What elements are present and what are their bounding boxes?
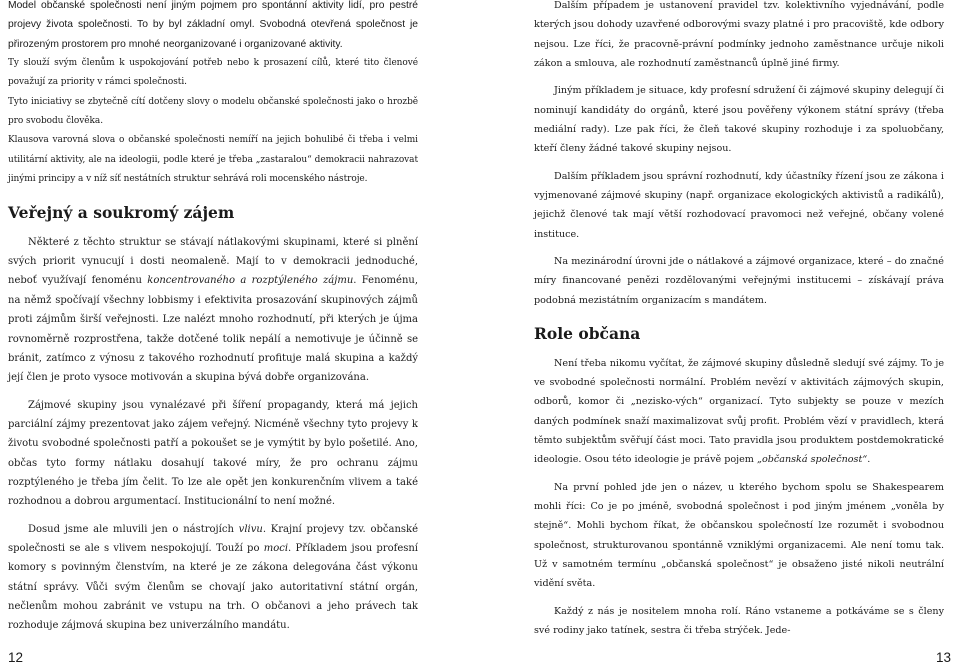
section-heading-verejny-zajem: Veřejný a soukromý zájem bbox=[8, 203, 235, 223]
body-paragraph bbox=[8, 233, 418, 388]
page-number-left: 12 bbox=[8, 650, 24, 665]
page-number-right: 13 bbox=[935, 650, 951, 665]
body-paragraph bbox=[534, 354, 944, 470]
body-paragraph: Dalším případem je ustanovení pravidel tzv. kolektivního vyjednávání, podle kterých jsou dohody uzavřené odborovými svazy platné i pro pracoviště, kde odbory nejsou. Lze říci, že pracovně-právní podmínky jednoho zaměstnance určuje nikoli zákon a smlouva, ale rozhodnutí zaměstnanců úplně jiné firmy. bbox=[534, 0, 944, 70]
text-run: . Fenoménu, na němž spočívají všechny lobbismy i efektivita prosazování skupinových zájmů proti zájmům širší veřejnosti. Lze nalézt mnoho rozhodnutí, při kterých je újma rovnoměrně rozprostřena, takže dotčené tolik nepálí a nemotivuje je účinně se bránit, zatímco z výnosu z takového rozhodnutí profituje malá skupina a každý její člen je proto vysoce motivován a skupina bývá dobře organizována. bbox=[8, 275, 419, 384]
text-run: Dosud jsme ale mluvili jen o nástrojích bbox=[28, 523, 239, 535]
body-paragraph: Každý z nás je nositelem mnoha rolí. Ráno vstaneme a potkáváme se s členy své rodiny jako tatínek, sestra či třeba strýček. Jede- bbox=[534, 605, 944, 636]
body-paragraph: Jiným příkladem je situace, kdy profesní sdružení či zájmové skupiny delegují či nominují kandidáty do orgánů, které jsou pověřeny výkonem státní správy (třeba mediální rady). Lze pak říci, že čleň takové skupiny rozhoduje i za spoluobčany, kteří členy žádné takové skupiny nejsou. bbox=[534, 85, 944, 155]
section-heading-role-obcana: Role občana bbox=[534, 324, 641, 344]
text-run: . bbox=[867, 454, 871, 466]
emphasis-text: „občanská společnost“ bbox=[756, 454, 868, 466]
text-run: Některé z těchto struktur se stávají nátlakovými skupinami, které si plnění svých priorit vynucují i dosti neomaleně. Mají to v demokracii jednoduché, neboť využívají fenoménu bbox=[8, 236, 418, 287]
body-paragraph: Na první pohled jde jen o název, u kterého bychom spolu se Shakespearem mohli říci: Co je po jméně, svobodná společnost i pod jiným jménem „voněla by stejně“. Mohli bychom říkat, že občanskou společností lze rozumět i svobodnou společnost, strukturovanou spontánně vzniklými organizacemi. Ale není tomu tak. Už v samotném termínu „občanská společnost“ je obsaženo jisté nikoli neutrální vidění světa. bbox=[534, 481, 944, 590]
body-paragraph: Zájmové skupiny jsou vynalézavé při šíření propagandy, která má jejich parciální zájmy prezentovat jako zájem veřejný. Nicméně všechny tyto projevy k životu svobodné společnosti patří a pokoušet se je vymýtit by bylo pošetilé. Ano, občas tyto formy nátlaku dosahují takové míry, že pro ochranu zájmu rozptýleného je třeba jím čelit. To lze ale opět jen konkurenčním vlivem a také rozhodnou a dobrou argumentací. Institucionální to není možné. bbox=[8, 399, 418, 508]
text-run: . Krajní projevy tzv. občanské společnosti se ale s vlivem nespokojují. Touží po bbox=[8, 523, 419, 554]
emphasis-text: moci bbox=[263, 542, 289, 554]
emphasis-text: koncentrovaného a rozptýleného zájmu bbox=[147, 275, 354, 287]
body-paragraph: Na mezinárodní úrovni jde o nátlakové a zájmové organizace, které – do značné míry financované penězi rozdělovanými veřejnými institucemi – získávají práva podobná mezistátním organizacím s mandátem. bbox=[534, 256, 944, 306]
left-column bbox=[8, 0, 418, 644]
intro-paragraph-serif-3: Klausova varovná slova o občanské společnosti nemíří na jejich bohulibé či třeba i velmi utilitární aktivity, ale na ideologii, podle které je třeba „zastaralou“ demokracii nahrazovat jinými principy a v níž síť nestátních struktur sehrává roli mocenského nástroje. bbox=[8, 135, 418, 185]
right-column bbox=[534, 0, 944, 648]
intro-paragraph-serif-1: Ty slouží svým členům k uspokojování potřeb nebo k prosazení cílů, které tito členové považují za priority v rámci společnosti. bbox=[8, 58, 418, 88]
text-run: Není třeba nikomu vyčítat, že zájmové skupiny důsledně sledují své zájmy. To je ve svobodné společnosti normální. Problém nevězí v aktivitách zájmových skupin, odborů, komor či „nezisko-vých“ organizací. Tyto subjekty se pouze v mezích daných podmínek snaží maximalizovat svůj profit. Problém vězí v pravidlech, která těmto subjektům svěřují část moci. Tato pravidla jsou produktem postdemokratické ideologie. Osou této ideologie je právě pojem bbox=[534, 357, 944, 466]
body-paragraph: Dalším příkladem jsou správní rozhodnutí, kdy účastníky řízení jsou ze zákona i vyjmenované zájmové skupiny (např. organizace ekologických aktivistů a radikálů), jejichž členové tak mají větší rozhodovací pravomoci než veřejné, občany volené instituce. bbox=[534, 170, 944, 240]
emphasis-text: vlivu bbox=[238, 523, 263, 535]
intro-paragraph-sans: Model občanské společnosti není jiným pojmem pro spontánní aktivity lidí, pro pestré projevy života společnosti. To by byl základní omyl. Svobodná otevřená společnost je přirozeným prostorem pro mnohé neorganizované i organizované aktivity. bbox=[8, 0, 418, 50]
text-run: . Příkladem jsou profesní komory s povinným členstvím, na které je ze zákona delegována část výkonu státní správy. Vůči svým členům se chovají jako autoritativní státní orgán, nečlenům mohou zabránit ve vstupu na trh. O občanovi a jeho právech tak rozhoduje zájmová skupina bez univerzálního mandátu. bbox=[8, 542, 419, 632]
body-paragraph bbox=[8, 520, 418, 636]
right-page bbox=[480, 0, 960, 668]
intro-paragraph-serif-2: Tyto iniciativy se zbytečně cítí dotčeny slovy o modelu občanské společnosti jako o hrozbě pro svobodu člověka. bbox=[8, 96, 418, 127]
